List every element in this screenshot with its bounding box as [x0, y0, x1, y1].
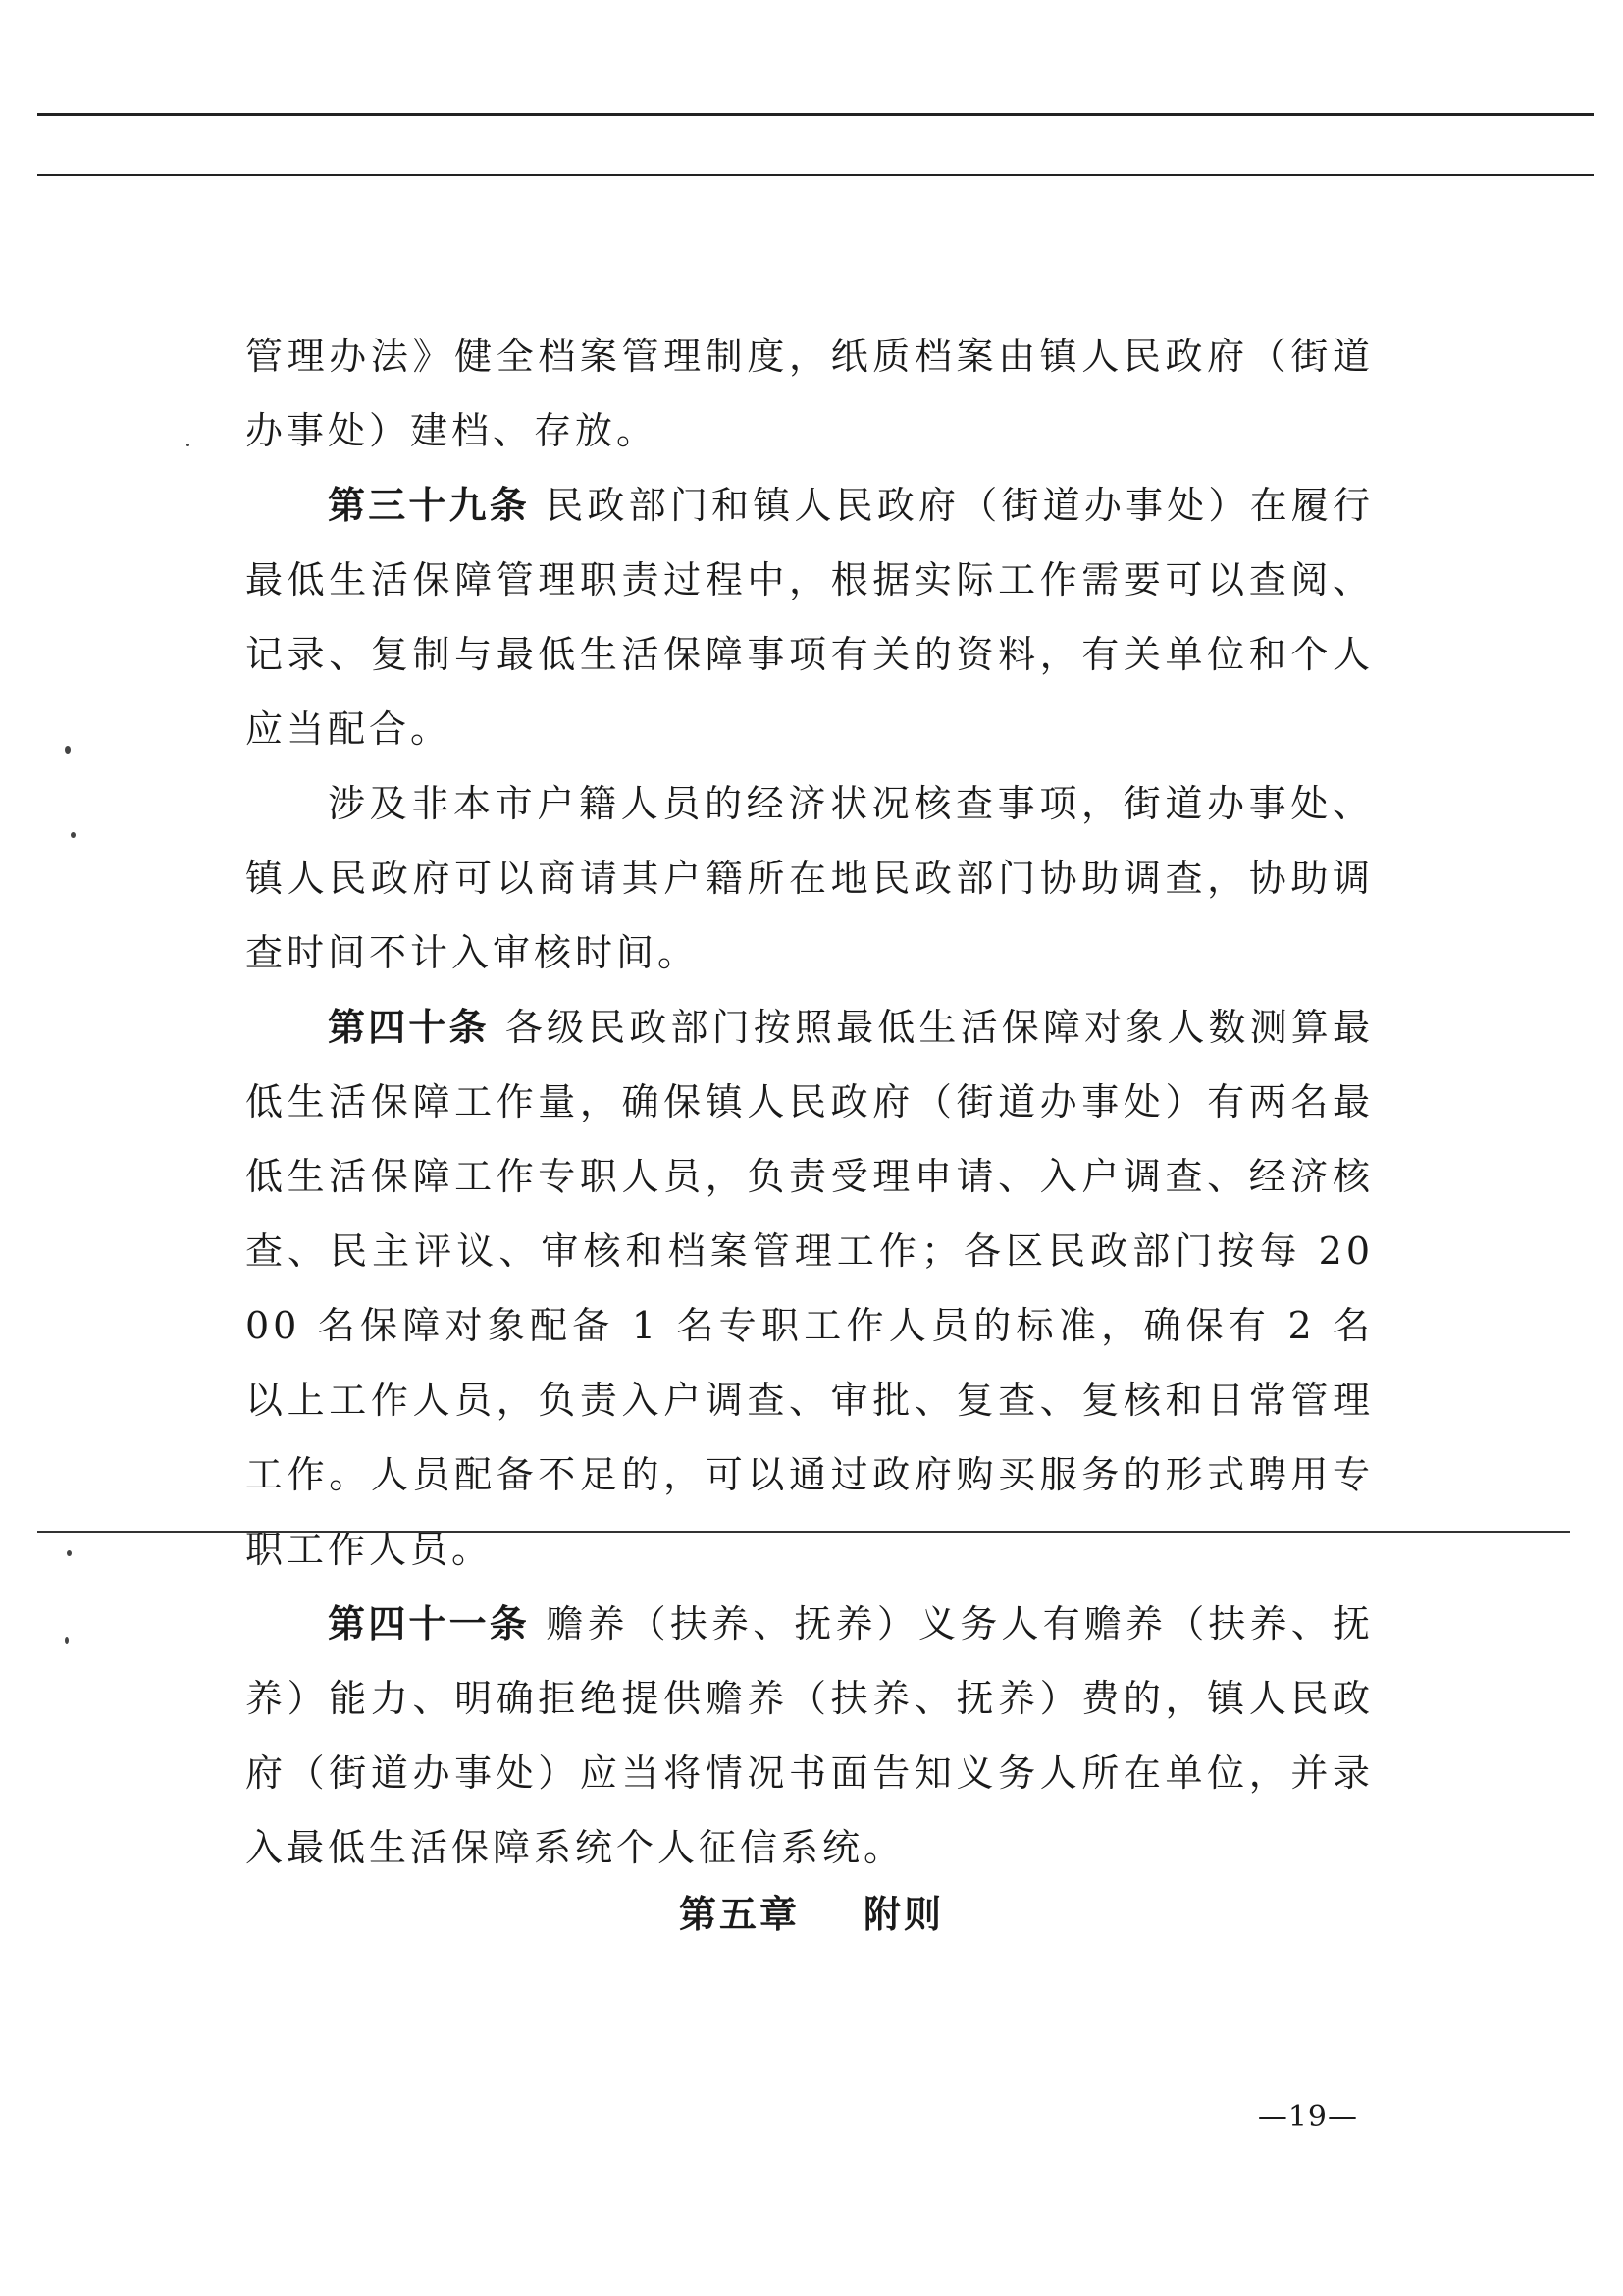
article-40: [245, 990, 1374, 1587]
scan-speck: [65, 746, 71, 754]
article-39-title: 第三十九条: [328, 484, 530, 527]
article-39: [245, 468, 1374, 766]
paragraph-continuation: [245, 319, 1374, 468]
article-41: [245, 1587, 1374, 1885]
scan-artifact-line: [37, 1531, 1570, 1533]
article-41-text: 赡养（扶养、抚养）义务人有赡养（扶养、抚养）能力、明确拒绝提供赡养（扶养、抚养）费的，镇人民政府（街道办事处）应当将情况书面告知义务人所在单位，并录入最低生活保障系统个人征信系统。: [245, 1602, 1374, 1869]
page-number: —19—: [1257, 2100, 1358, 2134]
paragraph-text: 涉及非本市户籍人员的经济状况核查事项，街道办事处、镇人民政府可以商请其户籍所在地民政部门协助调查，协助调查时间不计入审核时间。: [245, 782, 1374, 974]
scan-speck: [186, 444, 189, 446]
header-rule-second: [37, 174, 1594, 176]
article-41-title: 第四十一条: [328, 1602, 530, 1645]
article-39-paragraph-2: [245, 766, 1374, 990]
header-rule-top: [37, 113, 1594, 116]
article-39-text: 民政部门和镇人民政府（街道办事处）在履行最低生活保障管理职责过程中，根据实际工作需要可以查阅、记录、复制与最低生活保障事项有关的资料，有关单位和个人应当配合。: [245, 484, 1374, 751]
document-body: [245, 319, 1374, 1885]
paragraph-text: 管理办法》健全档案管理制度，纸质档案由镇人民政府（街道办事处）建档、存放。: [245, 335, 1374, 452]
scan-speck: [71, 832, 76, 838]
article-40-title: 第四十条: [328, 1006, 490, 1049]
scan-speck: [67, 1550, 72, 1556]
chapter-heading: 第五章 附则: [679, 1893, 944, 1936]
article-40-text: 各级民政部门按照最低生活保障对象人数测算最低生活保障工作量，确保镇人民政府（街道办事处）有两名最低生活保障工作专职人员，负责受理申请、入户调查、经济核查、民主评议、审核和档案管理工作；各区民政部门按每 2000 名保障对象配备 1 名专职工作人员的标准，确保有 2 名以上工作人员，负责入户调查、审批、复查、复核和日常管理工作。人员配备不足的，可以通过政府购买服务的形式聘用专职工作人员。: [245, 1006, 1374, 1571]
scan-speck: [65, 1637, 69, 1644]
